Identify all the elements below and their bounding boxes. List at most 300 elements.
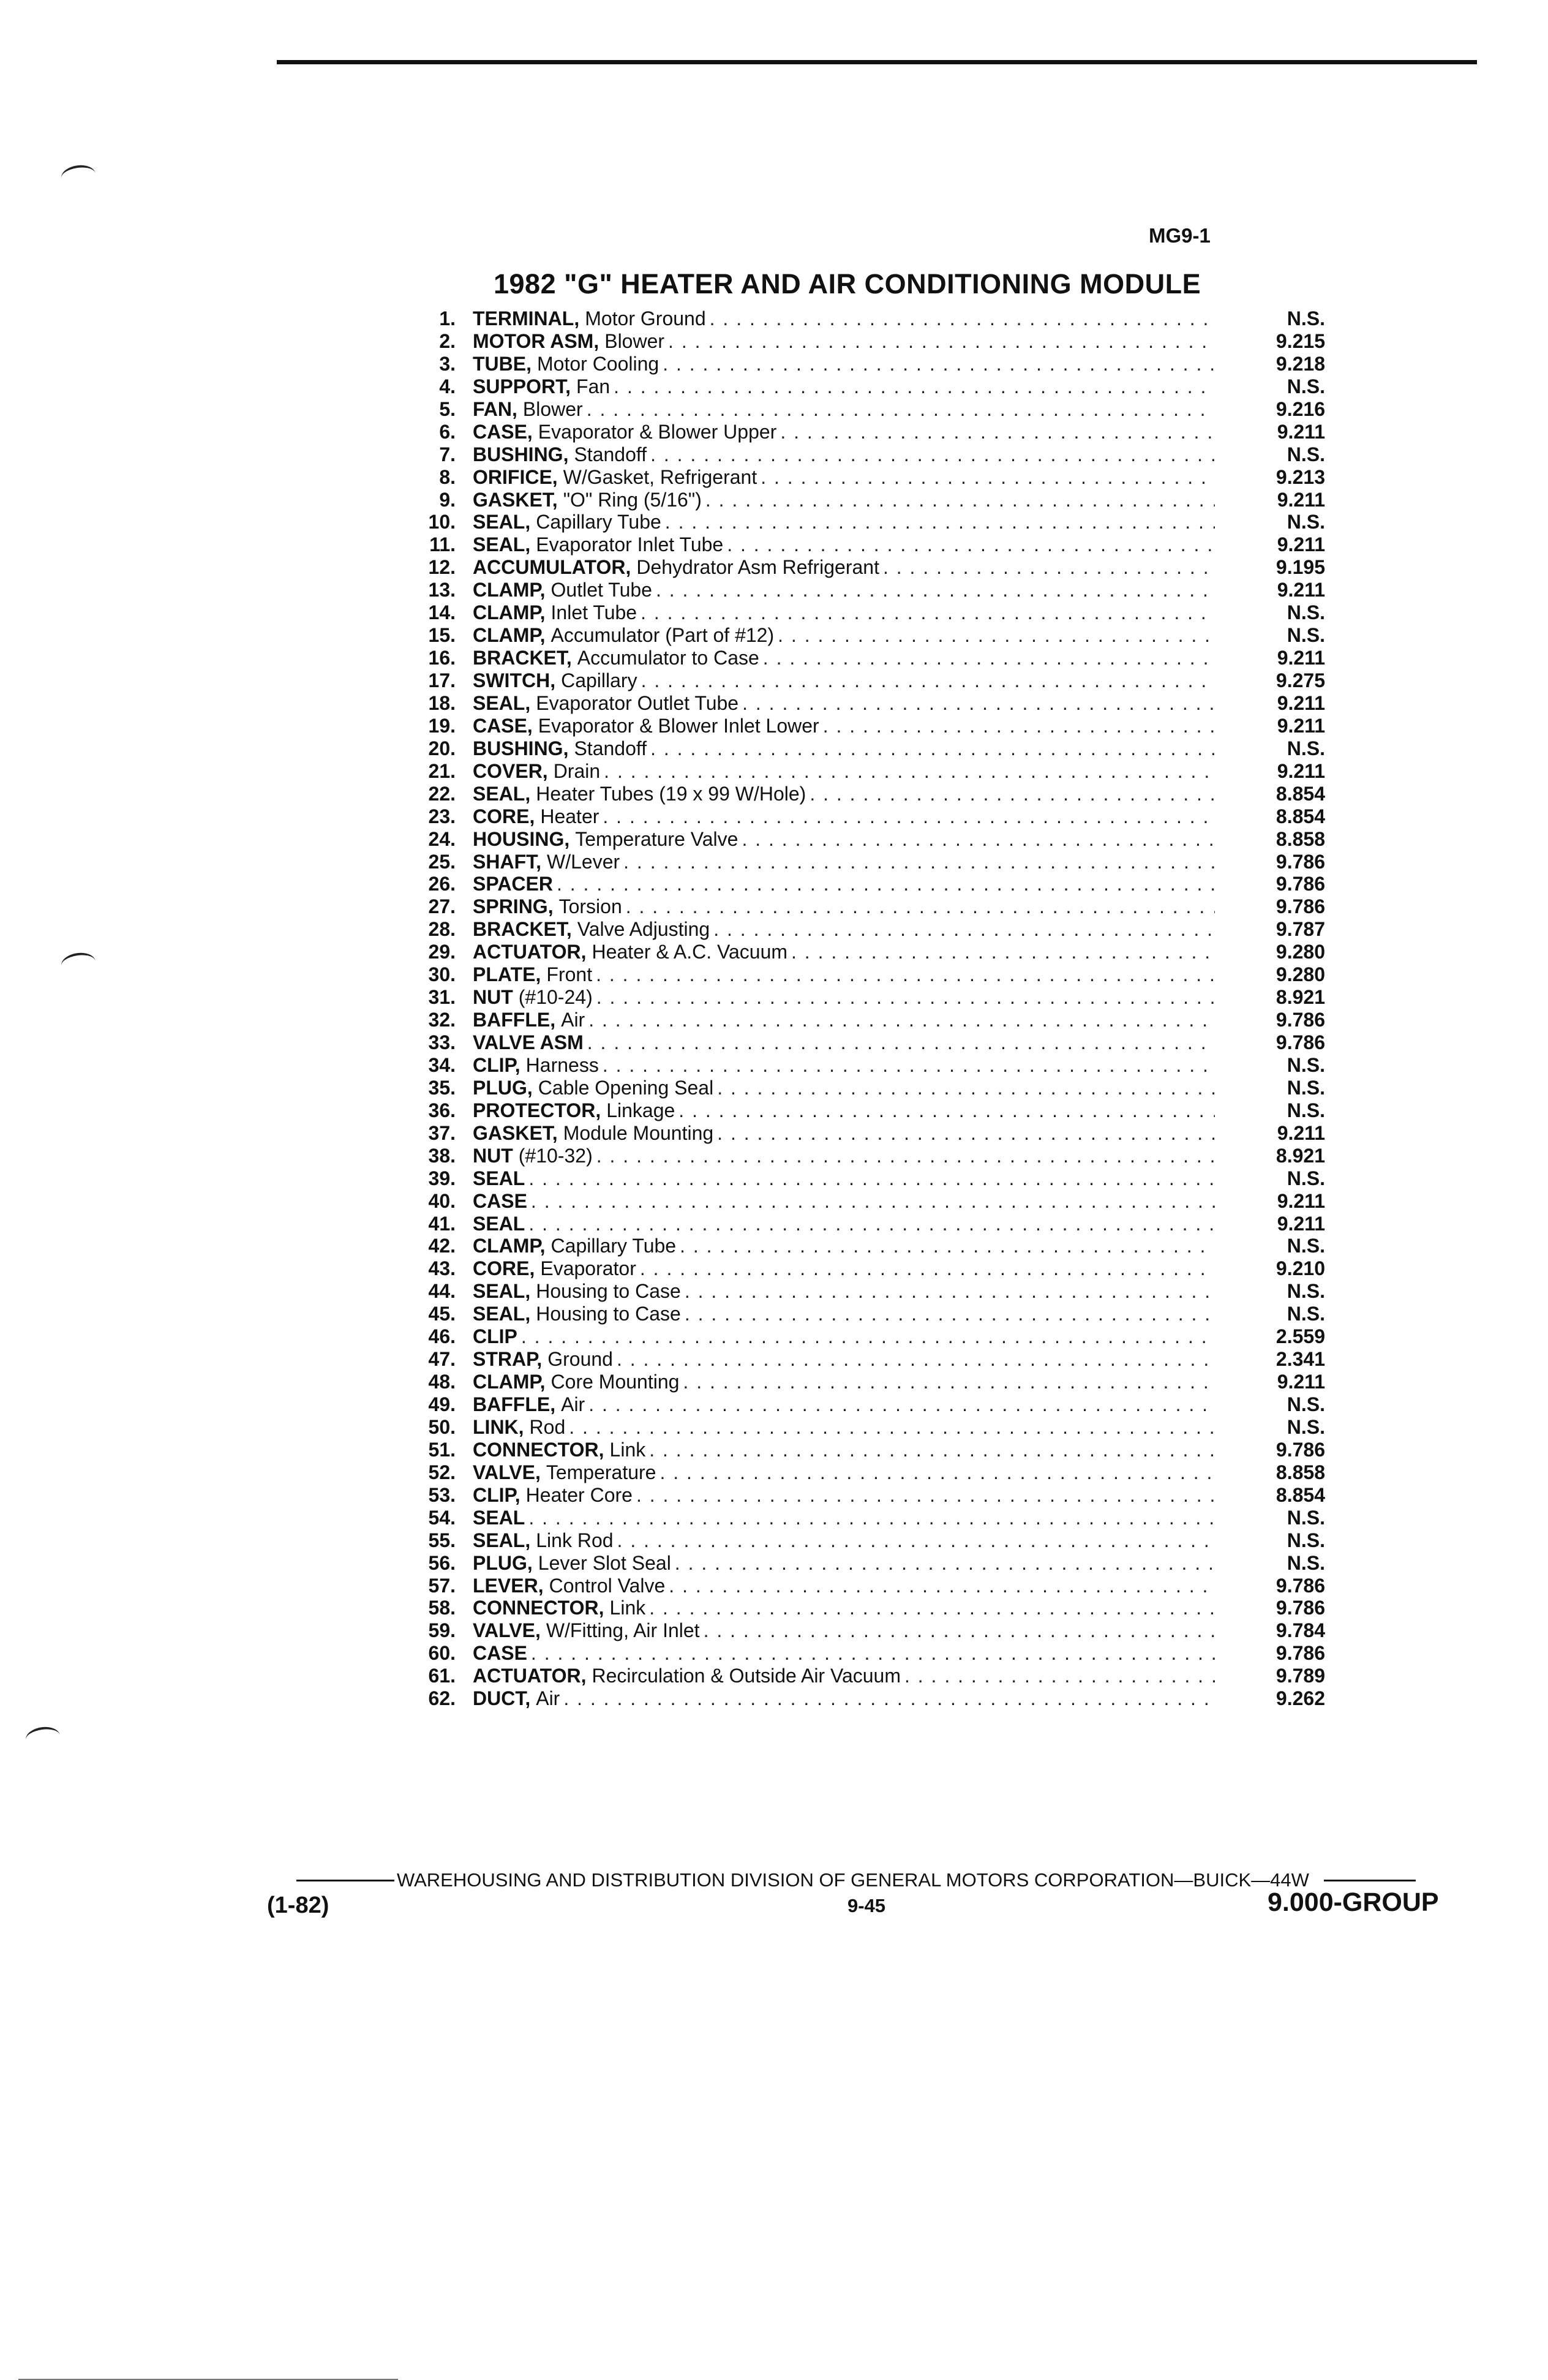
group-reference: N.S. [1287, 1303, 1325, 1325]
part-number: 60. [428, 1642, 456, 1665]
part-name: CLAMP, [473, 1371, 546, 1393]
part-row [411, 1529, 1330, 1552]
part-row [411, 579, 1330, 601]
part-number: 15. [428, 624, 456, 647]
part-name: SPRING, [473, 895, 554, 918]
dot-leader [650, 737, 1215, 759]
part-row [411, 1597, 1330, 1619]
part-name: STRAP, [473, 1348, 543, 1371]
part-leader [473, 918, 1215, 940]
part-leader [473, 805, 1215, 827]
part-row [411, 421, 1330, 443]
part-leader [473, 533, 1215, 555]
part-row [411, 1484, 1330, 1507]
part-leader [473, 647, 1215, 669]
dot-leader [904, 1665, 1215, 1687]
dot-leader [742, 828, 1215, 850]
dot-leader [641, 669, 1215, 691]
part-leader [473, 1416, 1215, 1438]
part-row [411, 1461, 1330, 1484]
part-number: 57. [428, 1574, 456, 1597]
part-row [411, 1167, 1330, 1190]
part-number: 22. [428, 782, 456, 805]
group-reference: 9.786 [1276, 850, 1325, 873]
part-description: Temperature Valve [575, 827, 738, 850]
part-leader [473, 353, 1215, 375]
part-leader [473, 1235, 1215, 1257]
part-leader [473, 330, 1215, 352]
group-reference: 9.786 [1276, 895, 1325, 918]
group-reference: N.S. [1287, 1551, 1325, 1574]
part-row [411, 963, 1330, 986]
part-row [411, 511, 1330, 533]
group-reference: 9.787 [1276, 918, 1325, 941]
part-name: COVER, [473, 759, 548, 782]
part-name: SEAL, [473, 511, 531, 533]
part-leader [473, 1099, 1215, 1121]
group-reference: 9.211 [1277, 647, 1325, 669]
part-row [411, 895, 1330, 918]
part-number: 39. [428, 1167, 456, 1189]
part-name: SUPPORT, [473, 375, 571, 397]
part-name: SEAL, [473, 1303, 531, 1325]
part-number: 40. [428, 1189, 456, 1212]
part-number: 46. [428, 1325, 456, 1348]
part-row [411, 1303, 1330, 1325]
part-number: 34. [428, 1053, 456, 1076]
group-reference: 9.211 [1277, 759, 1325, 782]
part-number: 1. [439, 307, 456, 330]
group-reference: N.S. [1287, 601, 1325, 624]
part-number: 30. [428, 963, 456, 986]
dot-leader [727, 533, 1215, 555]
part-leader [473, 1325, 1215, 1347]
part-name: CLIP, [473, 1053, 520, 1076]
dot-leader [713, 918, 1215, 940]
part-row [411, 533, 1330, 556]
part-description: Heater & A.C. Vacuum [592, 941, 788, 963]
part-number: 44. [428, 1280, 456, 1303]
part-description: Heater Core [525, 1483, 633, 1506]
part-number: 38. [428, 1144, 456, 1167]
group-reference: 2.559 [1276, 1325, 1325, 1348]
binder-punch-mark [60, 951, 97, 976]
part-name: VALVE ASM [473, 1031, 584, 1053]
part-leader [473, 1167, 1215, 1189]
group-reference: 9.789 [1276, 1665, 1325, 1687]
part-row [411, 1439, 1330, 1461]
part-name: CLIP, [473, 1483, 520, 1506]
part-number: 28. [428, 918, 456, 941]
group-reference: 9.786 [1276, 1009, 1325, 1031]
group-reference: 9.211 [1277, 533, 1325, 556]
part-name: PLUG, [473, 1076, 533, 1099]
part-name: ACCUMULATOR, [473, 556, 631, 579]
part-description: Heater [540, 805, 599, 827]
part-number: 25. [428, 850, 456, 873]
part-name: LINK, [473, 1415, 524, 1438]
dot-leader [596, 963, 1215, 985]
dot-leader [626, 895, 1215, 917]
part-leader [473, 1009, 1215, 1031]
group-reference: 9.211 [1277, 1371, 1325, 1393]
dot-leader [617, 1348, 1215, 1370]
dot-leader [531, 1642, 1215, 1664]
group-reference: 2.341 [1276, 1348, 1325, 1371]
part-name: BUSHING, [473, 737, 569, 759]
footer-rule-left [296, 1880, 394, 1881]
dot-leader [649, 1597, 1215, 1619]
part-row [411, 624, 1330, 647]
part-number: 27. [428, 895, 456, 918]
dot-leader [683, 1371, 1215, 1393]
part-description: Standoff [574, 737, 647, 759]
group-reference: N.S. [1287, 1393, 1325, 1415]
part-description: Evaporator & Blower Upper [538, 420, 777, 443]
part-number: 18. [428, 691, 456, 714]
part-number: 14. [428, 601, 456, 624]
group-code: 9.000-GROUP [1268, 1888, 1439, 1917]
part-description: Accumulator to Case [577, 647, 759, 669]
dot-leader [596, 1145, 1215, 1167]
dot-leader [659, 1461, 1215, 1483]
dot-leader [710, 307, 1215, 330]
dot-leader [531, 1190, 1215, 1212]
part-number: 12. [428, 556, 456, 579]
part-row [411, 375, 1330, 398]
group-reference: N.S. [1287, 1529, 1325, 1551]
part-number: 24. [428, 827, 456, 850]
dot-leader [528, 1167, 1215, 1189]
part-name: CLIP [473, 1325, 517, 1348]
part-number: 26. [428, 873, 456, 895]
part-leader [473, 1145, 1215, 1167]
part-row [411, 1077, 1330, 1099]
part-number: 48. [428, 1371, 456, 1393]
part-row [411, 1213, 1330, 1235]
part-number: 23. [428, 805, 456, 827]
part-name: PLUG, [473, 1551, 533, 1574]
dot-leader [668, 330, 1215, 352]
part-leader [473, 895, 1215, 917]
part-row [411, 647, 1330, 669]
dot-leader [650, 443, 1215, 465]
dot-leader [641, 601, 1215, 623]
part-name: TERMINAL, [473, 307, 580, 330]
group-reference: 9.211 [1277, 579, 1325, 601]
part-number: 5. [439, 397, 456, 420]
revision-date: (1-82) [267, 1892, 329, 1918]
part-description: Ground [547, 1348, 613, 1371]
part-number: 21. [428, 759, 456, 782]
part-number: 41. [428, 1212, 456, 1235]
part-leader [473, 737, 1215, 759]
part-name: SEAL, [473, 1280, 531, 1303]
part-row [411, 1619, 1330, 1642]
part-leader [473, 601, 1215, 623]
part-leader [473, 1348, 1215, 1370]
part-number: 9. [439, 488, 456, 511]
part-description: Capillary Tube [536, 511, 661, 533]
part-name: SEAL, [473, 533, 531, 556]
dot-leader [587, 1031, 1215, 1053]
page-title: 1982 "G" HEATER AND AIR CONDITIONING MODULE [494, 268, 1201, 299]
part-row [411, 1642, 1330, 1665]
part-number: 8. [439, 465, 456, 488]
part-number: 32. [428, 1009, 456, 1031]
part-leader [473, 1077, 1215, 1099]
part-name: CORE, [473, 805, 535, 827]
part-leader [473, 511, 1215, 533]
part-row [411, 489, 1330, 511]
part-row [411, 715, 1330, 737]
part-description: (#10-32) [518, 1144, 593, 1167]
part-row [411, 1145, 1330, 1167]
group-reference: N.S. [1287, 1415, 1325, 1438]
part-leader [473, 692, 1215, 714]
part-number: 53. [428, 1483, 456, 1506]
part-name: CLAMP, [473, 601, 546, 624]
part-leader [473, 941, 1215, 963]
part-number: 51. [428, 1438, 456, 1461]
part-description: (#10-24) [518, 986, 593, 1009]
part-row [411, 1507, 1330, 1529]
dot-leader [685, 1280, 1215, 1302]
part-description: Blower [522, 397, 583, 420]
part-leader [473, 963, 1215, 985]
group-reference: 9.213 [1276, 465, 1325, 488]
part-description: Dehydrator Asm Refrigerant [636, 556, 879, 579]
part-name: BRACKET, [473, 918, 572, 941]
part-name: MOTOR ASM, [473, 330, 599, 352]
part-name: CLAMP, [473, 1235, 546, 1257]
part-name: CASE [473, 1642, 527, 1665]
part-name: SWITCH, [473, 669, 556, 691]
part-description: Standoff [574, 443, 647, 465]
part-row [411, 1099, 1330, 1122]
part-number: 42. [428, 1235, 456, 1257]
part-number: 33. [428, 1031, 456, 1053]
part-number: 4. [439, 375, 456, 397]
part-name: VALVE, [473, 1461, 541, 1483]
dot-leader [588, 1009, 1215, 1031]
part-row [411, 941, 1330, 963]
part-number: 47. [428, 1348, 456, 1371]
part-name: ACTUATOR, [473, 941, 587, 963]
part-leader [473, 1484, 1215, 1506]
part-description: Valve Adjusting [577, 918, 710, 941]
part-description: Front [546, 963, 593, 986]
part-row [411, 783, 1330, 805]
part-leader [473, 489, 1215, 511]
dot-leader [528, 1213, 1215, 1235]
part-number: 6. [439, 420, 456, 443]
group-reference: 8.858 [1276, 827, 1325, 850]
part-name: SEAL [473, 1506, 525, 1529]
group-reference: 9.210 [1276, 1257, 1325, 1280]
dot-leader [823, 715, 1215, 737]
part-leader [473, 760, 1215, 782]
part-number: 3. [439, 352, 456, 375]
group-reference: 9.211 [1277, 714, 1325, 737]
dot-leader [680, 1235, 1215, 1257]
group-reference: N.S. [1287, 511, 1325, 533]
part-description: Lever Slot Seal [538, 1551, 671, 1574]
part-name: CASE, [473, 714, 533, 737]
part-row [411, 1009, 1330, 1031]
part-row [411, 1552, 1330, 1575]
part-number: 29. [428, 941, 456, 963]
part-description: Evaporator [540, 1257, 636, 1280]
dot-leader [656, 579, 1215, 601]
part-number: 31. [428, 986, 456, 1009]
part-leader [473, 1529, 1215, 1551]
part-number: 52. [428, 1461, 456, 1483]
part-description: Motor Ground [585, 307, 706, 330]
group-reference: N.S. [1287, 1167, 1325, 1189]
dot-leader [636, 1484, 1215, 1506]
group-reference: N.S. [1287, 1280, 1325, 1303]
parts-list [411, 307, 1330, 1710]
part-description: Evaporator Inlet Tube [536, 533, 724, 556]
dot-leader [617, 1529, 1215, 1551]
part-name: SPACER [473, 873, 553, 895]
part-leader [473, 828, 1215, 850]
part-row [411, 873, 1330, 895]
part-name: SEAL [473, 1167, 525, 1189]
part-description: "O" Ring (5/16") [563, 488, 702, 511]
group-reference: 9.195 [1276, 556, 1325, 579]
part-leader [473, 1665, 1215, 1687]
dot-leader [761, 466, 1215, 488]
dot-leader [587, 398, 1215, 420]
part-number: 54. [428, 1506, 456, 1529]
part-leader [473, 443, 1215, 465]
part-row [411, 692, 1330, 715]
part-number: 10. [428, 511, 456, 533]
dot-leader [663, 353, 1215, 375]
part-row [411, 1416, 1330, 1439]
part-row [411, 1325, 1330, 1348]
group-reference: 9.786 [1276, 1574, 1325, 1597]
part-row [411, 1257, 1330, 1280]
dot-leader [563, 1687, 1215, 1709]
part-description: Evaporator & Blower Inlet Lower [538, 714, 819, 737]
part-description: Torsion [558, 895, 622, 918]
dot-leader [742, 692, 1215, 714]
dot-leader [883, 556, 1215, 578]
part-leader [473, 1439, 1215, 1461]
part-leader [473, 1213, 1215, 1235]
dot-leader [614, 375, 1215, 397]
group-reference: 8.921 [1276, 986, 1325, 1009]
group-reference: 9.262 [1276, 1687, 1325, 1710]
part-description: Blower [604, 330, 665, 352]
dot-leader [588, 1393, 1215, 1415]
group-reference: N.S. [1287, 375, 1325, 397]
part-number: 58. [428, 1597, 456, 1619]
part-name: CASE [473, 1189, 527, 1212]
group-reference: N.S. [1287, 1099, 1325, 1121]
part-row [411, 1054, 1330, 1077]
group-reference: 8.921 [1276, 1144, 1325, 1167]
group-reference: N.S. [1287, 1053, 1325, 1076]
part-name: TUBE, [473, 352, 532, 375]
part-description: W/Lever [547, 850, 620, 873]
part-name: VALVE, [473, 1619, 541, 1642]
group-reference: 9.216 [1276, 397, 1325, 420]
part-name: CLAMP, [473, 579, 546, 601]
part-leader [473, 624, 1215, 646]
part-leader [473, 556, 1215, 578]
part-name: BRACKET, [473, 647, 572, 669]
part-leader [473, 1122, 1215, 1144]
part-description: Control Valve [549, 1574, 666, 1597]
dot-leader [705, 489, 1215, 511]
group-reference: N.S. [1287, 307, 1325, 330]
group-reference: N.S. [1287, 624, 1325, 647]
group-reference: 8.854 [1276, 805, 1325, 827]
part-leader [473, 1393, 1215, 1415]
part-row [411, 1122, 1330, 1145]
part-number: 49. [428, 1393, 456, 1415]
group-reference: 8.854 [1276, 782, 1325, 805]
part-leader [473, 1619, 1215, 1641]
group-reference: 9.211 [1277, 1212, 1325, 1235]
group-reference: N.S. [1287, 443, 1325, 465]
part-number: 37. [428, 1121, 456, 1144]
part-description: Drain [553, 759, 601, 782]
part-row [411, 307, 1330, 330]
part-description: Air [561, 1393, 585, 1415]
dot-leader [557, 873, 1215, 895]
dot-leader [717, 1122, 1215, 1144]
part-description: Heater Tubes (19 x 99 W/Hole) [536, 782, 806, 805]
part-name: ACTUATOR, [473, 1665, 587, 1687]
part-leader [473, 1371, 1215, 1393]
part-row [411, 1235, 1330, 1257]
part-leader [473, 579, 1215, 601]
dot-leader [791, 941, 1215, 963]
dot-leader [763, 647, 1215, 669]
group-reference: 9.786 [1276, 1031, 1325, 1053]
part-number: 16. [428, 647, 456, 669]
dot-leader [603, 805, 1215, 827]
group-reference: 9.211 [1277, 691, 1325, 714]
part-description: Recirculation & Outside Air Vacuum [592, 1665, 901, 1687]
part-number: 11. [429, 533, 456, 556]
top-rule [277, 60, 1477, 64]
dot-leader [717, 1077, 1215, 1099]
part-number: 43. [428, 1257, 456, 1280]
part-number: 19. [428, 714, 456, 737]
part-number: 62. [428, 1687, 456, 1710]
part-description: Link Rod [536, 1529, 614, 1551]
part-number: 56. [428, 1551, 456, 1574]
part-row [411, 1665, 1330, 1687]
group-reference: N.S. [1287, 1506, 1325, 1529]
part-description: Air [561, 1009, 585, 1031]
part-row [411, 1393, 1330, 1416]
part-leader [473, 421, 1215, 443]
part-leader [473, 1597, 1215, 1619]
dot-leader [521, 1325, 1215, 1347]
part-name: HOUSING, [473, 827, 570, 850]
part-description: Accumulator (Part of #12) [550, 624, 775, 647]
group-reference: 9.215 [1276, 330, 1325, 352]
part-name: BAFFLE, [473, 1393, 556, 1415]
part-row [411, 828, 1330, 851]
